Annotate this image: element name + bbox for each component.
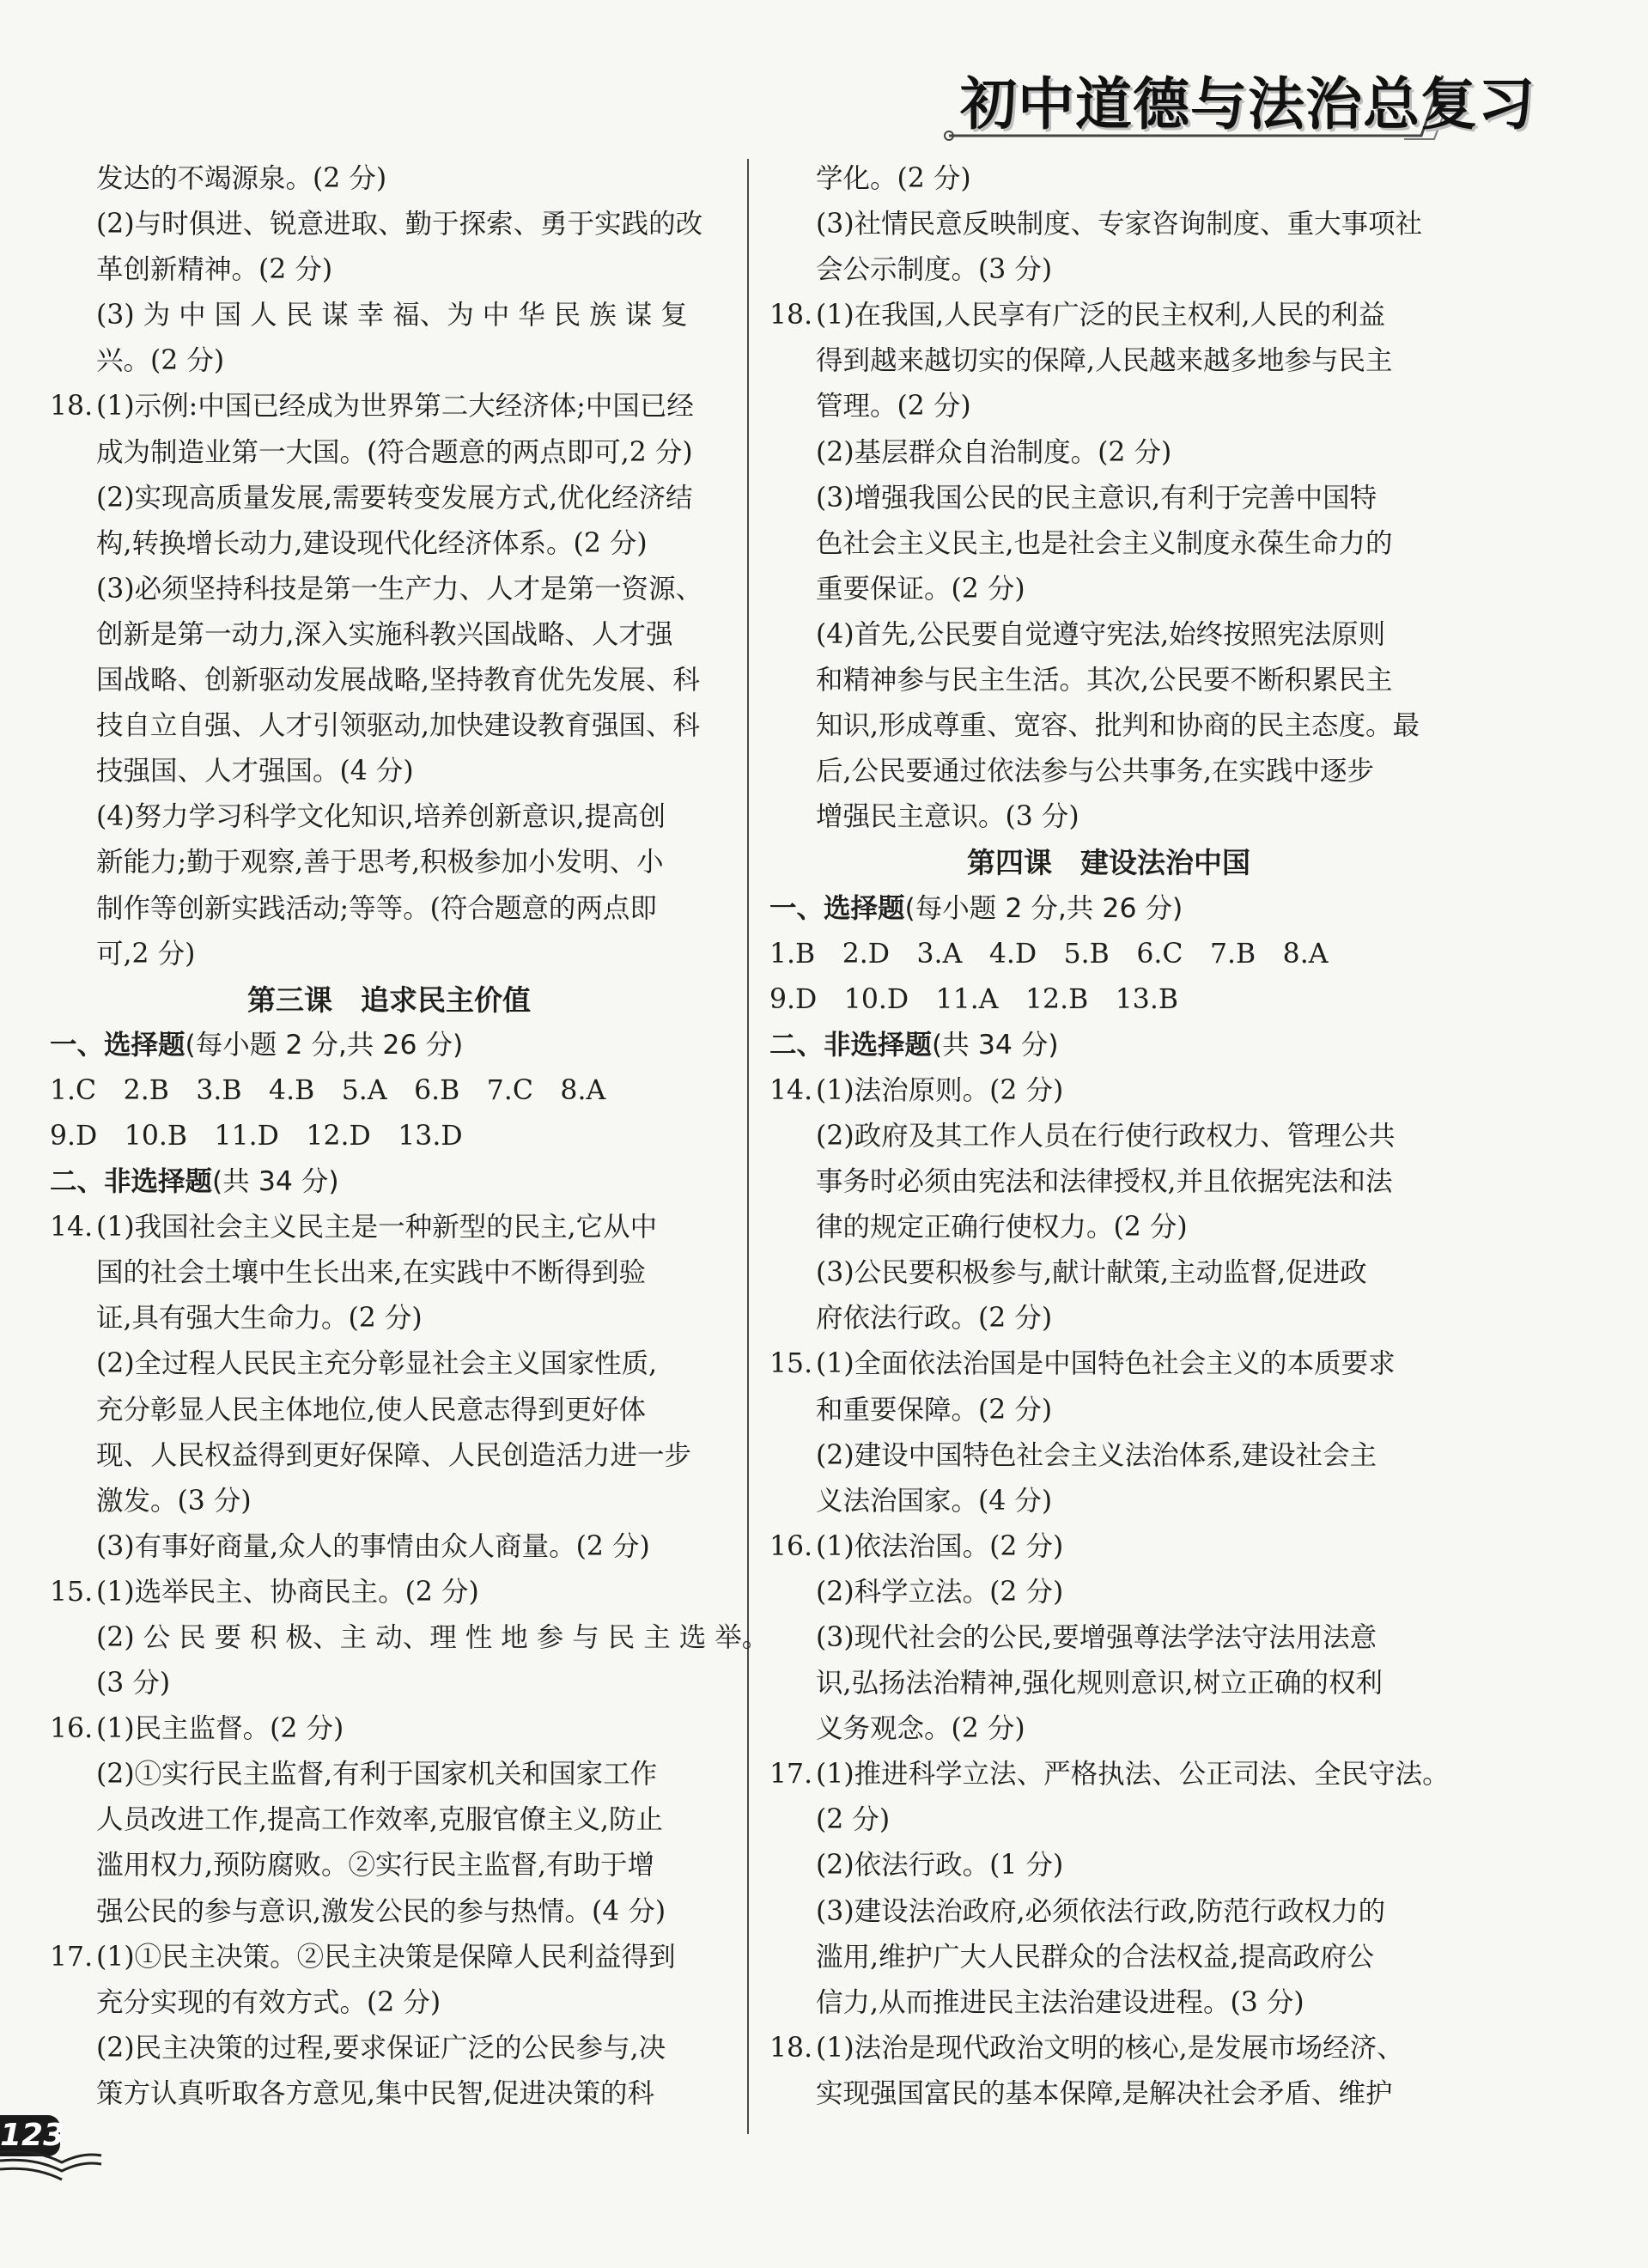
answer-text-line: 义法治国家。(4 分) <box>816 1485 1053 1517</box>
question-number: 15. <box>50 1576 94 1608</box>
question-number: 17. <box>769 1759 813 1791</box>
answer-text-line: (2)基层群众自治制度。(2 分) <box>816 436 1172 468</box>
answer-text-line: (3)建设法治政府,必须依法行政,防范行政权力的 <box>816 1895 1386 1927</box>
answer-text-line: (2)全过程人民民主充分彰显社会主义国家性质, <box>96 1348 658 1380</box>
answer-text-line: 激发。(3 分) <box>96 1485 252 1517</box>
question-answer-line <box>769 1752 1448 1797</box>
answer-text: (1)依法治国。(2 分) <box>816 1530 1064 1562</box>
answer-text-line: 色社会主义民主,也是社会主义制度永葆生命力的 <box>816 527 1393 559</box>
section-heading-note: (每小题 2 分,共 26 分) <box>904 892 1183 924</box>
answer-text-line: 构,转换增长动力,建设现代化经济体系。(2 分) <box>96 527 648 559</box>
question-number: 18. <box>769 300 813 331</box>
answer-text-line: 实现强国富民的基本保障,是解决社会矛盾、维护 <box>816 2077 1393 2109</box>
answer-text-line: 信力,从而推进民主法治建设进程。(3 分) <box>816 1986 1304 2018</box>
answer-text-line: 后,公民要通过依法参与公共事务,在实践中逐步 <box>816 756 1375 787</box>
question-answer-line <box>50 1205 728 1250</box>
answer-text-line: 兴。(2 分) <box>96 345 225 377</box>
section-heading <box>50 1023 728 1068</box>
answer-text: (1)法治原则。(2 分) <box>816 1074 1064 1106</box>
choice-answer-line: 9.D 10.D 11.A 12.B 13.B <box>769 983 1178 1015</box>
page-number: 123 <box>0 2115 60 2156</box>
answer-text-line: (2)科学立法。(2 分) <box>816 1576 1064 1608</box>
answer-text-line: 国的社会土壤中生长出来,在实践中不断得到验 <box>96 1257 647 1289</box>
right-answer-column <box>769 156 1448 2117</box>
question-number: 18. <box>50 391 94 423</box>
section-heading <box>769 886 1448 932</box>
answer-text-line: (4)首先,公民要自觉遵守宪法,始终按照宪法原则 <box>816 618 1386 650</box>
column-divider <box>747 159 749 2134</box>
question-answer-line <box>769 1524 1448 1570</box>
answer-text-line: 制作等创新实践活动;等等。(符合题意的两点即 <box>96 892 657 924</box>
answer-text-line: 国战略、创新驱动发展战略,坚持教育优先发展、科 <box>96 665 701 696</box>
answer-text-line: 可,2 分) <box>96 938 196 970</box>
answer-text-line: (3)社情民意反映制度、专家咨询制度、重大事项社 <box>816 209 1423 240</box>
section-heading <box>50 1159 728 1205</box>
choice-answer-line: 1.C 2.B 3.B 4.B 5.A 6.B 7.C 8.A <box>50 1074 606 1106</box>
answer-text: (1)示例:中国已经成为世界第二大经济体;中国已经 <box>96 391 694 423</box>
section-heading-label: 一、选择题 <box>50 1029 185 1061</box>
answer-text-line: 人员改进工作,提高工作效率,克服官僚主义,防止 <box>96 1804 664 1836</box>
answer-text-line: 府依法行政。(2 分) <box>816 1303 1053 1335</box>
question-number: 14. <box>769 1074 813 1106</box>
answer-text-line: 事务时必须由宪法和法律授权,并且依据宪法和法 <box>816 1166 1393 1198</box>
answer-text-line: (2)依法行政。(1 分) <box>816 1850 1064 1882</box>
answer-text-line: 学化。(2 分) <box>816 163 971 194</box>
answer-text-line: 技强国、人才强国。(4 分) <box>96 756 414 787</box>
choice-answer-line: 1.B 2.D 3.A 4.D 5.B 6.C 7.B 8.A <box>769 938 1329 970</box>
question-number: 18. <box>769 2032 813 2064</box>
answer-text-line: (2)与时俱进、锐意进取、勤于探索、勇于实践的改 <box>96 209 703 240</box>
answer-text-line: 新能力;勤于观察,善于思考,积极参加小发明、小 <box>96 847 664 879</box>
answer-text-line: 创新是第一动力,深入实施科教兴国战略、人才强 <box>96 618 673 650</box>
answer-text-line: (2)民主决策的过程,要求保证广泛的公民参与,决 <box>96 2032 666 2064</box>
answer-text-line: (3) 为 中 国 人 民 谋 幸 福、为 中 华 民 族 谋 复 <box>96 300 688 331</box>
section-heading-note: (每小题 2 分,共 26 分) <box>185 1029 464 1061</box>
answer-text-line: 充分实现的有效方式。(2 分) <box>96 1986 441 2018</box>
answer-text-line: (2)政府及其工作人员在行使行政权力、管理公共 <box>816 1120 1396 1152</box>
answer-text-line: 律的规定正确行使权力。(2 分) <box>816 1212 1188 1243</box>
lesson-heading: 第三课 追求民主价值 <box>247 982 531 1017</box>
question-answer-line <box>769 293 1448 338</box>
answer-text-line: (3)公民要积极参与,献计献策,主动监督,促进政 <box>816 1257 1367 1289</box>
answer-text-line: 滥用,维护广大人民群众的合法权益,提高政府公 <box>816 1941 1375 1973</box>
answer-text: (1)法治是现代政治文明的核心,是发展市场经济、 <box>816 2032 1404 2064</box>
section-heading-label: 二、非选择题 <box>769 1029 933 1061</box>
answer-text-line: 和精神参与民主生活。其次,公民要不断积累民主 <box>816 665 1393 696</box>
question-number: 14. <box>50 1212 94 1243</box>
answer-text-line: (4)努力学习科学文化知识,培养创新意识,提高创 <box>96 801 666 833</box>
answer-text-line: 管理。(2 分) <box>816 391 971 423</box>
question-number: 16. <box>769 1530 813 1562</box>
section-heading-label: 一、选择题 <box>769 892 905 924</box>
answer-text-line: 成为制造业第一大国。(符合题意的两点即可,2 分) <box>96 436 693 468</box>
answer-text-line: 技自立自强、人才引领驱动,加快建设教育强国、科 <box>96 710 701 742</box>
question-answer-line <box>769 1068 1448 1114</box>
answer-text-line: 滥用权力,预防腐败。②实行民主监督,有助于增 <box>96 1850 655 1882</box>
question-answer-line <box>50 1706 728 1752</box>
section-heading-label: 二、非选择题 <box>50 1166 213 1198</box>
open-book-icon <box>0 2147 103 2181</box>
section-heading-note: (共 34 分) <box>212 1166 339 1198</box>
answer-text-line: 策方认真听取各方意见,集中民智,促进决策的科 <box>96 2077 655 2109</box>
answer-text-line: (2)实现高质量发展,需要转变发展方式,优化经济结 <box>96 482 693 514</box>
answer-text: (1)我国社会主义民主是一种新型的民主,它从中 <box>96 1212 658 1243</box>
answer-text-line: 现、人民权益得到更好保障、人民创造活力进一步 <box>96 1439 692 1471</box>
question-answer-line <box>769 1341 1448 1387</box>
answer-text: (1)推进科学立法、严格执法、公正司法、全民守法。 <box>816 1759 1450 1791</box>
answer-text-line: 义务观念。(2 分) <box>816 1713 1025 1745</box>
answer-text-line: (3)现代社会的公民,要增强尊法学法守法用法意 <box>816 1622 1377 1653</box>
answer-text-line: (2) 公 民 要 积 极、主 动、理 性 地 参 与 民 主 选 举。 <box>96 1622 769 1653</box>
answer-text-line: 证,具有强大生命力。(2 分) <box>96 1303 423 1335</box>
answer-text-line: (3 分) <box>96 1668 171 1699</box>
answer-text-line: 和重要保障。(2 分) <box>816 1394 1053 1426</box>
answer-text-line: (3)有事好商量,众人的事情由众人商量。(2 分) <box>96 1530 650 1562</box>
answer-text-line: (2)①实行民主监督,有利于国家机关和国家工作 <box>96 1759 658 1791</box>
answer-text: (1)①民主决策。②民主决策是保障人民利益得到 <box>96 1941 676 1973</box>
answer-text-line: 会公示制度。(3 分) <box>816 254 1053 286</box>
answer-text-line: 得到越来越切实的保障,人民越来越多地参与民主 <box>816 345 1393 377</box>
answer-text-line: (2 分) <box>816 1804 891 1836</box>
choice-answer-line: 9.D 10.B 11.D 12.D 13.D <box>50 1120 463 1152</box>
answer-text-line: 革创新精神。(2 分) <box>96 254 333 286</box>
answer-text-line: 强公民的参与意识,激发公民的参与热情。(4 分) <box>96 1895 666 1927</box>
question-number: 17. <box>50 1941 94 1973</box>
answer-text-line: (3)增强我国公民的民主意识,有利于完善中国特 <box>816 482 1377 514</box>
answer-text: (1)选举民主、协商民主。(2 分) <box>96 1576 479 1608</box>
question-number: 16. <box>50 1713 94 1745</box>
book-series-title: 初中道德与法治总复习 <box>960 71 1535 137</box>
answer-text: (1)民主监督。(2 分) <box>96 1713 344 1745</box>
answer-text: (1)在我国,人民享有广泛的民主权利,人民的利益 <box>816 300 1386 331</box>
question-answer-line <box>50 1570 728 1615</box>
answer-text-line: 重要保证。(2 分) <box>816 573 1025 605</box>
question-answer-line <box>769 2026 1448 2071</box>
answer-text-line: 知识,形成尊重、宽容、批判和协商的民主态度。最 <box>816 710 1420 742</box>
question-answer-line <box>50 384 728 429</box>
question-answer-line <box>50 1935 728 1980</box>
left-answer-column <box>50 156 769 2117</box>
question-number: 15. <box>769 1348 813 1380</box>
answer-text-line: 识,弘扬法治精神,强化规则意识,树立正确的权利 <box>816 1668 1383 1699</box>
answer-text-line: 发达的不竭源泉。(2 分) <box>96 163 387 194</box>
answer-text-line: 增强民主意识。(3 分) <box>816 801 1079 833</box>
answer-text-line: (3)必须坚持科技是第一生产力、人才是第一资源、 <box>96 573 703 605</box>
answer-text-line: 充分彰显人民主体地位,使人民意志得到更好体 <box>96 1394 647 1426</box>
section-heading-note: (共 34 分) <box>932 1029 1059 1061</box>
answer-text: (1)全面依法治国是中国特色社会主义的本质要求 <box>816 1348 1396 1380</box>
lesson-heading: 第四课 建设法治中国 <box>967 846 1250 880</box>
section-heading <box>769 1023 1448 1068</box>
answer-text-line: (2)建设中国特色社会主义法治体系,建设社会主 <box>816 1439 1377 1471</box>
